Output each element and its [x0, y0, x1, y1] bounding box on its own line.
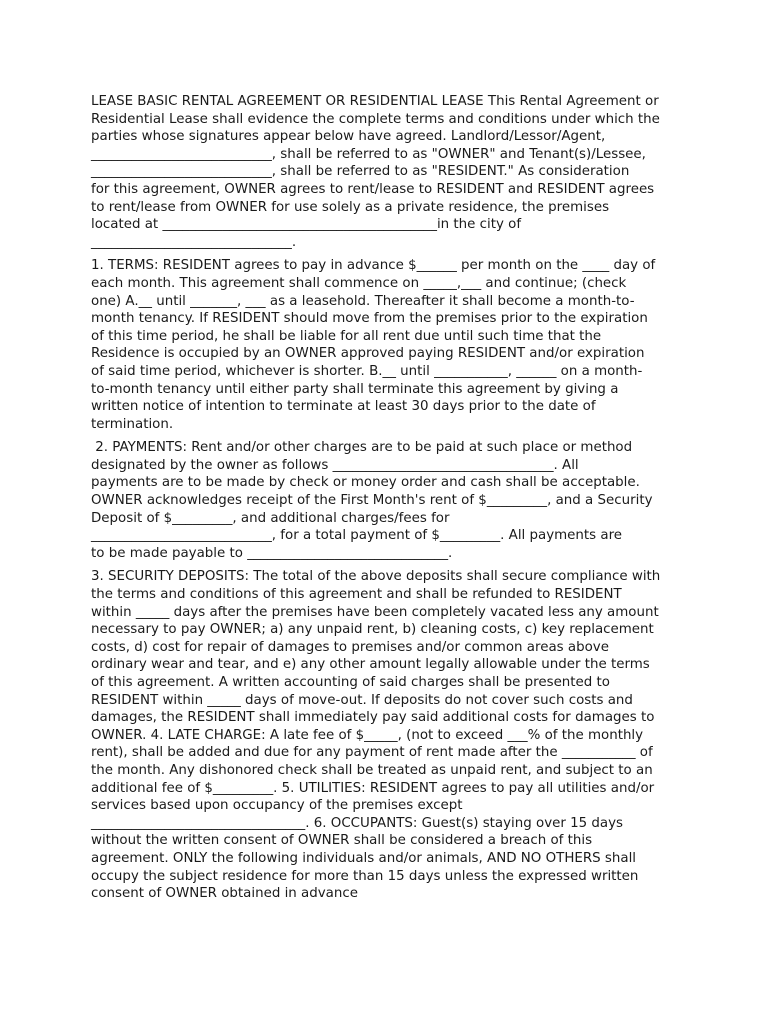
- text-line: services based upon occupancy of the premises except: [91, 798, 463, 814]
- text-line: damages, the RESIDENT shall immediately pay said additional costs for damages to: [91, 710, 655, 726]
- text-line: of this agreement. A written accounting of said charges shall be presented to: [91, 675, 610, 690]
- text-line: 2. PAYMENTS: Rent and/or other charges are to be paid at such place or method: [91, 440, 633, 456]
- text-line: Deposit of $_________, and additional charges/fees for: [91, 510, 450, 526]
- text-line: one) A.__ until _______, ___ as a leasehold. Thereafter it shall become a month-to-: [91, 293, 635, 309]
- text-line: the terms and conditions of this agreement and shall be refunded to RESIDENT: [91, 587, 622, 603]
- text-line: to be made payable to ______________________________.: [91, 545, 453, 561]
- text-line: for this agreement, OWNER agrees to rent/lease to RESIDENT and RESIDENT agrees: [91, 181, 655, 197]
- text-line: ______________________________.: [91, 234, 297, 250]
- text-line: termination.: [91, 416, 174, 432]
- text-line: of said time period, whichever is shorter. B.__ until ___________, ______ on a month-: [91, 363, 643, 379]
- text-line: OWNER acknowledges receipt of the First Month's rent of $_________, and a Security: [91, 493, 653, 509]
- text-line: written notice of intention to terminate at least 30 days prior to the date of: [91, 399, 596, 415]
- text-line: without the written consent of OWNER shall be considered a breach of this: [91, 833, 593, 849]
- text-line: to rent/lease from OWNER for use solely as a private residence, the premises: [91, 199, 610, 215]
- text-line: Residence is occupied by an OWNER approved paying RESIDENT and/or expiration: [91, 346, 645, 362]
- text-line: necessary to pay OWNER; a) any unpaid rent, b) cleaning costs, c) key replacement: [91, 622, 654, 638]
- text-line: RESIDENT within _____ days of move-out. If deposits do not cover such costs and: [91, 692, 633, 708]
- text-line: designated by the owner as follows _________________________________. All: [91, 457, 579, 473]
- text-line: Residential Lease shall evidence the complete terms and conditions under which the: [91, 111, 660, 127]
- text-line: payments are to be made by check or money order and cash shall be acceptable.: [91, 475, 640, 491]
- text-line: of this time period, he shall be liable for all rent due until such time that the: [91, 328, 602, 344]
- text-line: ___________________________, for a total payment of $_________. All payments are: [91, 528, 623, 544]
- text-line: parties whose signatures appear below have agreed. Landlord/Lessor/Agent,: [91, 129, 606, 145]
- paragraph-terms: [91, 257, 681, 433]
- text-line: ___________________________, shall be referred to as "OWNER" and Tenant(s)/Lessee,: [91, 146, 646, 162]
- text-line: to-month tenancy until either party shall terminate this agreement by giving a: [91, 381, 619, 397]
- text-line: ___________________________, shall be referred to as "RESIDENT." As consideration: [91, 164, 630, 180]
- text-line: LEASE BASIC RENTAL AGREEMENT OR RESIDENTIAL LEASE This Rental Agreement or: [91, 94, 659, 109]
- lease-agreement-text: [91, 93, 681, 909]
- text-line: costs, d) cost for repair of damages to premises and/or common areas above: [91, 639, 609, 655]
- text-line: 1. TERMS: RESIDENT agrees to pay in advance $______ per month on the ____ day of: [91, 258, 656, 274]
- text-line: the month. Any dishonored check shall be treated as unpaid rent, and subject to an: [91, 762, 653, 778]
- text-line: 3. SECURITY DEPOSITS: The total of the above deposits shall secure compliance with: [91, 569, 661, 585]
- text-line: rent), shall be added and due for any payment of rent made after the ___________ of: [91, 745, 653, 761]
- paragraph-security-deposits: [91, 568, 681, 902]
- paragraph-payments: [91, 439, 681, 562]
- text-line: additional fee of $_________. 5. UTILITIES: RESIDENT agrees to pay all utilities and/or: [91, 780, 655, 796]
- text-line: occupy the subject residence for more than 15 days unless the expressed written: [91, 868, 639, 884]
- text-line: each month. This agreement shall commence on _____,___ and continue; (check: [91, 275, 627, 291]
- text-line: ________________________________. 6. OCCUPANTS: Guest(s) staying over 15 days: [91, 815, 624, 831]
- paragraph-intro: [91, 93, 681, 251]
- text-line: agreement. ONLY the following individuals and/or animals, AND NO OTHERS shall: [91, 850, 637, 866]
- text-line: ordinary wear and tear, and e) any other amount legally allowable under the terms: [91, 657, 650, 673]
- text-line: within _____ days after the premises have been completely vacated less any amount: [91, 604, 659, 620]
- text-line: consent of OWNER obtained in advance: [91, 886, 358, 902]
- text-line: located at _________________________________________in the city of: [91, 217, 522, 233]
- text-line: month tenancy. If RESIDENT should move from the premises prior to the expiration: [91, 311, 648, 327]
- text-line: OWNER. 4. LATE CHARGE: A late fee of $_____, (not to exceed ___% of the monthly: [91, 727, 644, 743]
